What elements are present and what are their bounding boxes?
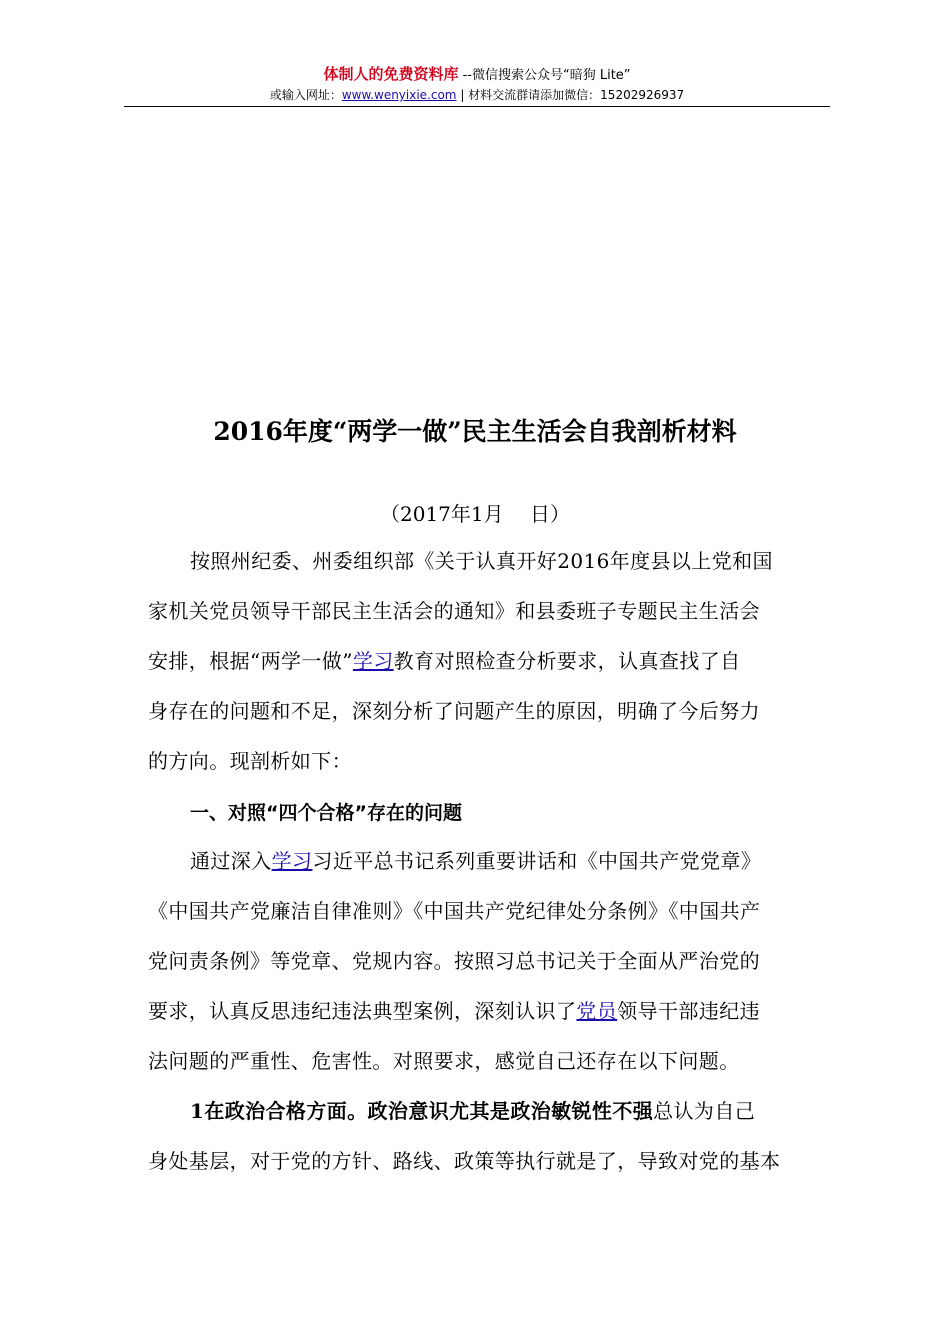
intro-line: 按照州纪委、州委组织部《关于认真开好2016年度县以上党和国 [190, 549, 773, 573]
header-contact: | 材料交流群请添加微信：15202926937 [456, 88, 685, 102]
section1-text: 领导干部违纪违 [617, 999, 761, 1023]
item1-bold-heading: 1在政治合格方面。政治意识尤其是政治敏锐性不强 [190, 1099, 654, 1123]
header-tagline: --微信搜索公众号“暗狗 Lite” [458, 68, 631, 83]
item1-line: 身处基层，对于党的方针、路线、政策等执行就是了，导致对党的基本 [148, 1149, 781, 1173]
document-title: 2016年度“两学一做”民主生活会自我剖析材料 [213, 417, 737, 446]
header-line-2 [124, 86, 830, 104]
section1-line [148, 993, 761, 1043]
section1-line: 党问责条例》等党章、党规内容。按照习总书记关于全面从严治党的 [148, 949, 760, 973]
header-url-prefix: 或输入网址： [269, 88, 342, 102]
section1-paragraph [148, 843, 761, 1093]
intro-text: 教育对照检查分析要求，认真查找了自 [393, 649, 741, 673]
intro-line: 家机关党员领导干部民主生活会的通知》和县委班子专题民主生活会 [148, 599, 760, 623]
party-member-link[interactable]: 党员 [576, 999, 618, 1023]
intro-paragraph [148, 543, 773, 793]
item1-text: 总认为自己 [653, 1099, 756, 1123]
intro-line: 身存在的问题和不足，深刻分析了问题产生的原因，明确了今后努力 [148, 699, 760, 723]
header-divider [124, 106, 830, 107]
intro-line: 的方向。现剖析如下： [148, 749, 352, 773]
section1-line: 法问题的严重性、危害性。对照要求，感觉自己还存在以下问题。 [148, 1049, 740, 1073]
header-brand: 体制人的免费资料库 [323, 65, 459, 83]
page-header [124, 64, 830, 104]
item1-paragraph [148, 1093, 780, 1193]
item1-line [148, 1093, 780, 1143]
section1-text: 习近平总书记系列重要讲话和《中国共产党党章》 [312, 849, 762, 873]
header-url-link[interactable]: www.wenyixie.com [341, 88, 457, 102]
section1-text: 通过深入 [190, 849, 272, 873]
section1-text: 要求，认真反思违纪违法典型案例，深刻认识了 [148, 999, 577, 1023]
study-link[interactable]: 学习 [352, 649, 394, 673]
intro-text: 安排，根据“两学一做” [148, 649, 353, 673]
header-line-1 [124, 64, 830, 86]
section1-line: 《中国共产党廉洁自律准则》《中国共产党纪律处分条例》《中国共产 [148, 899, 761, 923]
study-link[interactable]: 学习 [271, 849, 313, 873]
section-heading: 一、对照“四个合格”存在的问题 [190, 802, 462, 824]
document-date: （2017年1月 日） [380, 502, 570, 526]
section1-line [148, 843, 761, 893]
intro-line [148, 643, 773, 693]
